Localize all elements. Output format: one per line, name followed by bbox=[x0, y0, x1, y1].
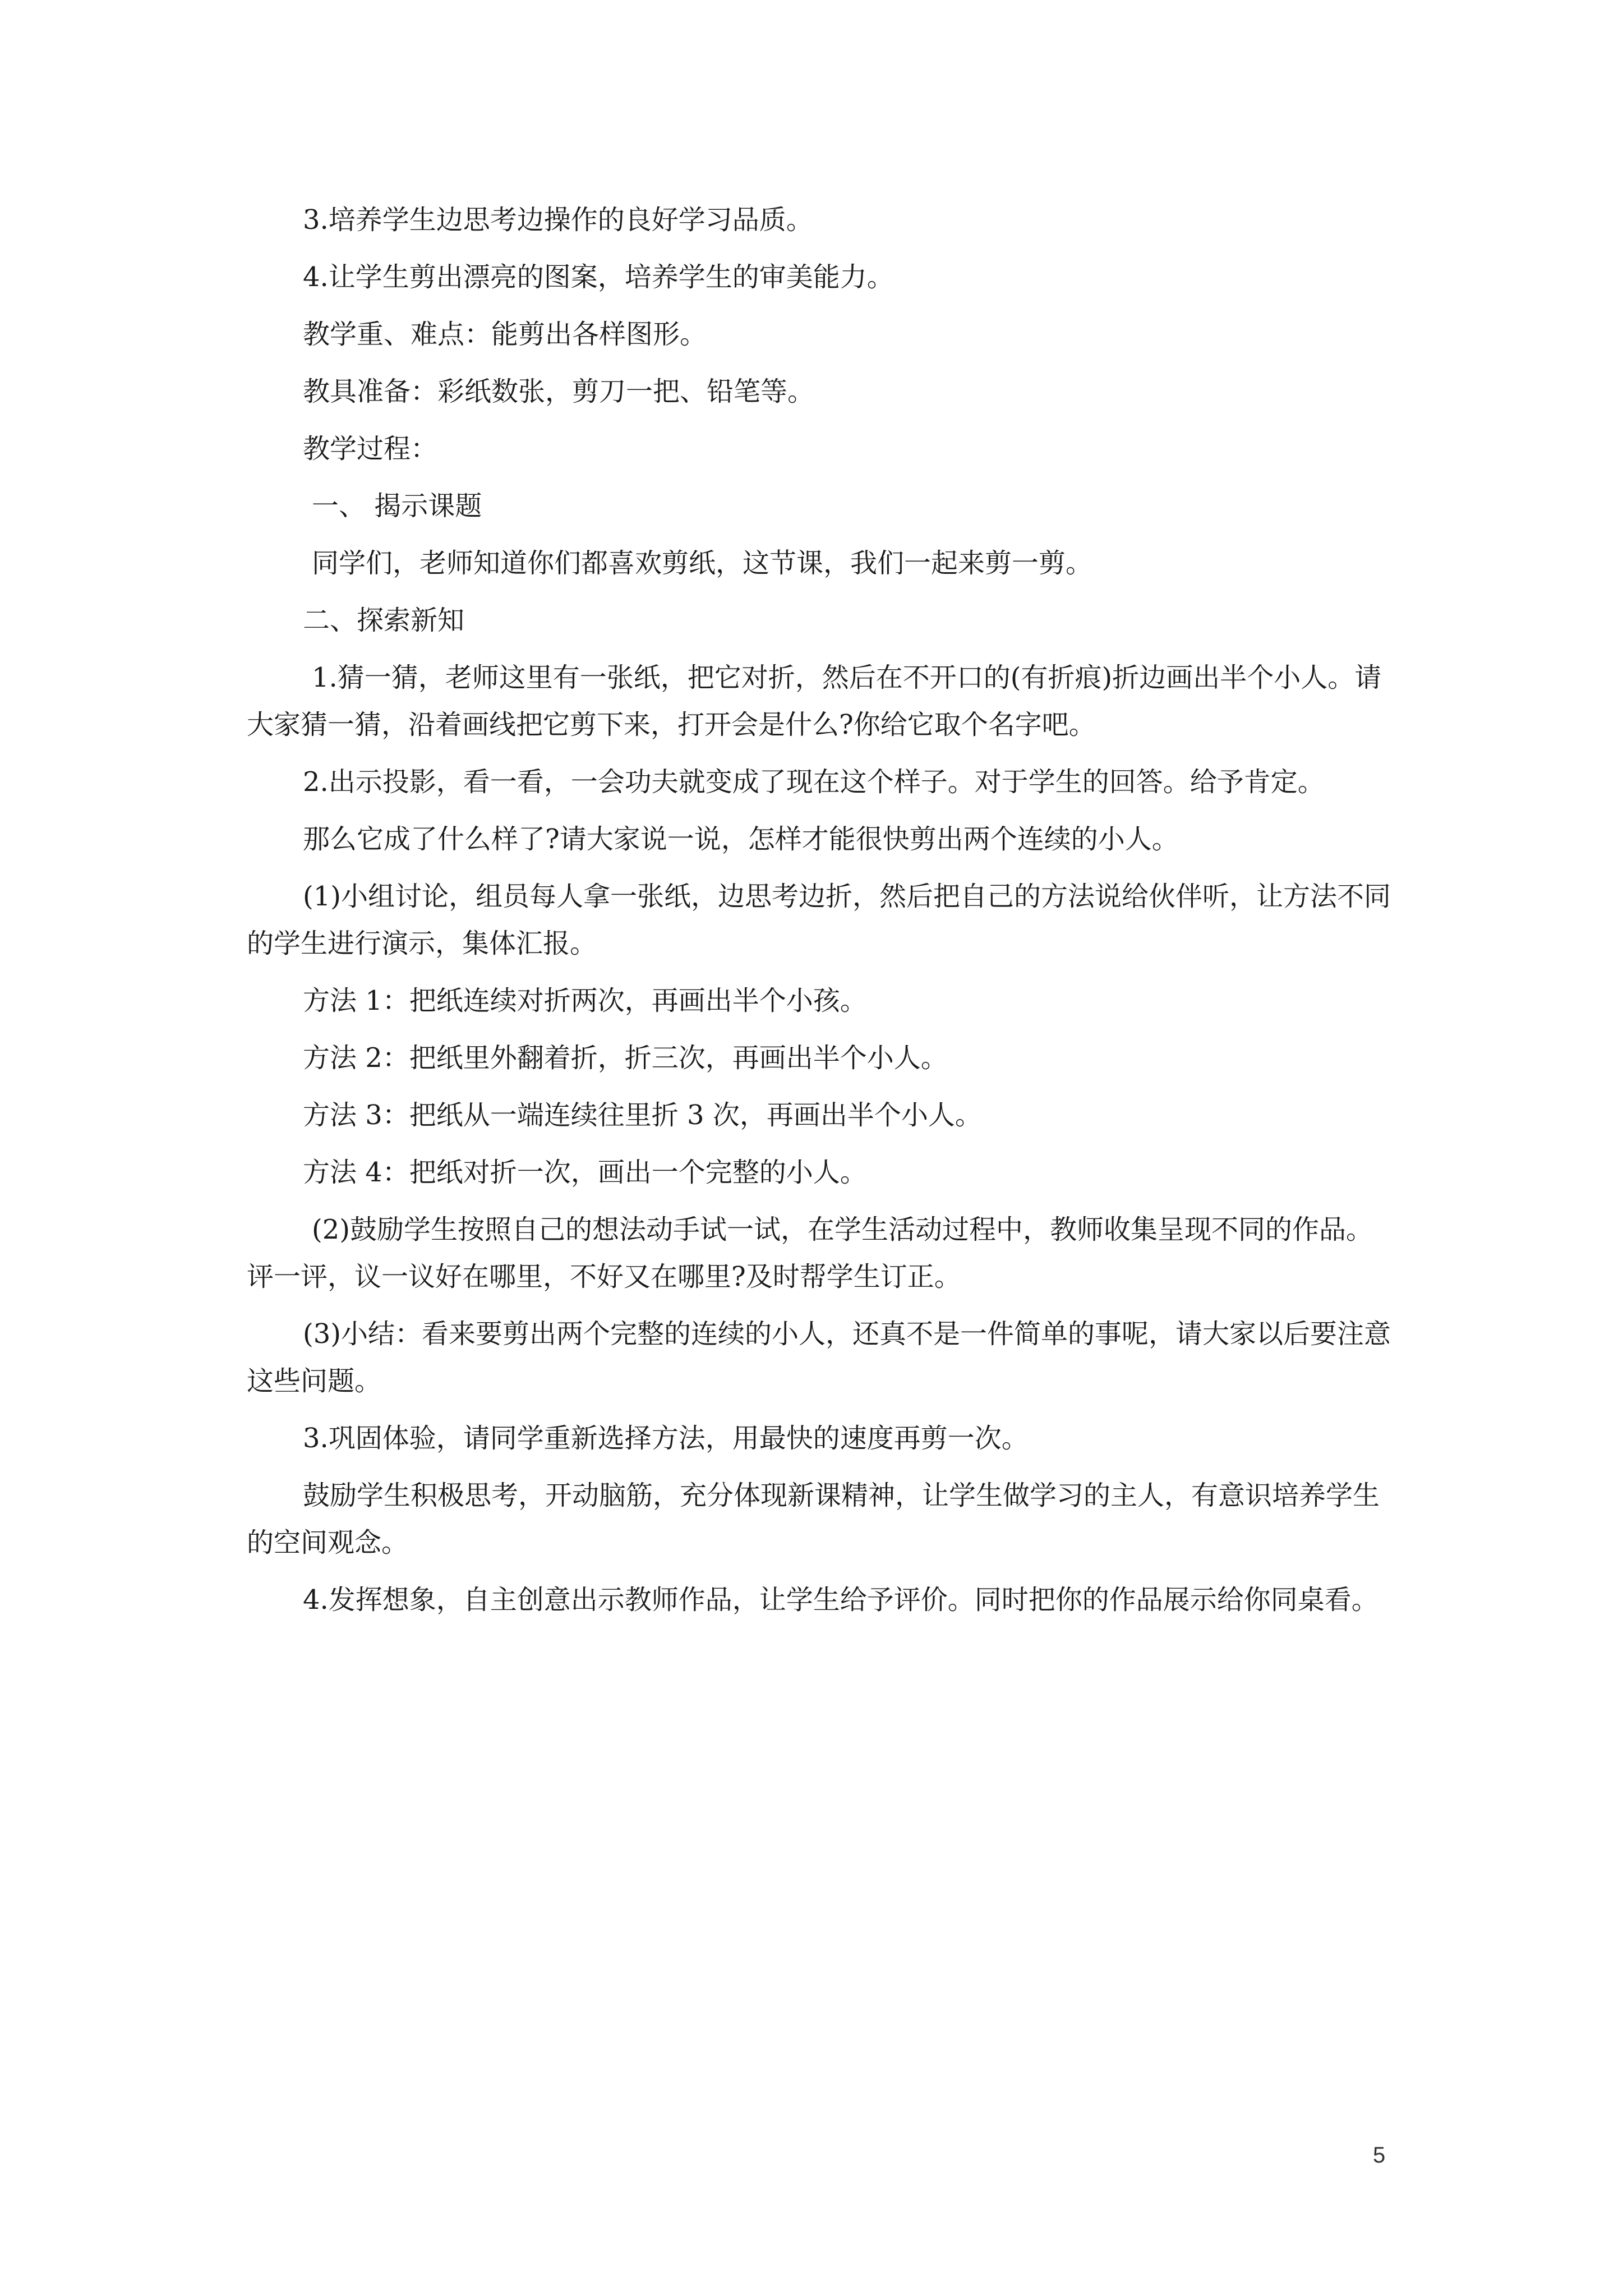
paragraph-intro: 同学们，老师知道你们都喜欢剪纸，这节课，我们一起来剪一剪。 bbox=[312, 547, 1093, 579]
paragraph-method-3: 方法 3：把纸从一端连续往里折 3 次，再画出半个小人。 bbox=[303, 1099, 982, 1131]
paragraph-goal-4: 4.让学生剪出漂亮的图案，培养学生的审美能力。 bbox=[303, 261, 894, 293]
document-body bbox=[247, 196, 1391, 1634]
section-heading-2: 二、探索新知 bbox=[303, 605, 465, 636]
paragraph-method-1: 方法 1：把纸连续对折两次，再画出半个小孩。 bbox=[303, 985, 867, 1016]
paragraph-goal-3: 3.培养学生边思考边操作的良好学习品质。 bbox=[303, 204, 813, 236]
paragraph-materials: 教具准备：彩纸数张，剪刀一把、铅笔等。 bbox=[303, 376, 815, 407]
paragraph-process-heading: 教学过程： bbox=[303, 433, 438, 464]
paragraph-encourage: (2)鼓励学生按照自己的想法动手试一试，在学生活动过程中，教师收集呈现不同的作品。评一评，议一议好在哪里，不好又在哪里?及时帮学生订正。 bbox=[247, 1214, 1373, 1292]
page-number: 5 bbox=[1373, 2143, 1386, 2168]
section-heading-1: 一、 揭示课题 bbox=[312, 490, 482, 522]
paragraph-method-2: 方法 2：把纸里外翻着折，折三次，再画出半个小人。 bbox=[303, 1042, 948, 1074]
paragraph-key-points: 教学重、难点：能剪出各样图形。 bbox=[303, 319, 707, 350]
paragraph-encourage-thinking: 鼓励学生积极思考，开动脑筋，充分体现新课精神，让学生做学习的主人，有意识培养学生的空间观念。 bbox=[247, 1480, 1380, 1558]
paragraph-consolidate: 3.巩固体验，请同学重新选择方法，用最快的速度再剪一次。 bbox=[303, 1423, 1029, 1454]
paragraph-method-4: 方法 4：把纸对折一次，画出一个完整的小人。 bbox=[303, 1157, 867, 1188]
paragraph-guess: 1.猜一猜，老师这里有一张纸，把它对折，然后在不开口的(有折痕)折边画出半个小人。请大家猜一猜，沿着画线把它剪下来，打开会是什么?你给它取个名字吧。 bbox=[247, 662, 1382, 740]
paragraph-summary: (3)小结：看来要剪出两个完整的连续的小人，还真不是一件简单的事呢，请大家以后要注意这些问题。 bbox=[247, 1318, 1391, 1397]
paragraph-projection: 2.出示投影，看一看，一会功夫就变成了现在这个样子。对于学生的回答。给予肯定。 bbox=[303, 766, 1325, 798]
paragraph-imagination: 4.发挥想象，自主创意出示教师作品，让学生给予评价。同时把你的作品展示给你同桌看。 bbox=[303, 1584, 1378, 1616]
paragraph-group-discussion: (1)小组讨论，组员每人拿一张纸，边思考边折，然后把自己的方法说给伙伴听，让方法不同的学生进行演示，集体汇报。 bbox=[247, 881, 1391, 959]
paragraph-question: 那么它成了什么样了?请大家说一说，怎样才能很快剪出两个连续的小人。 bbox=[303, 823, 1179, 855]
